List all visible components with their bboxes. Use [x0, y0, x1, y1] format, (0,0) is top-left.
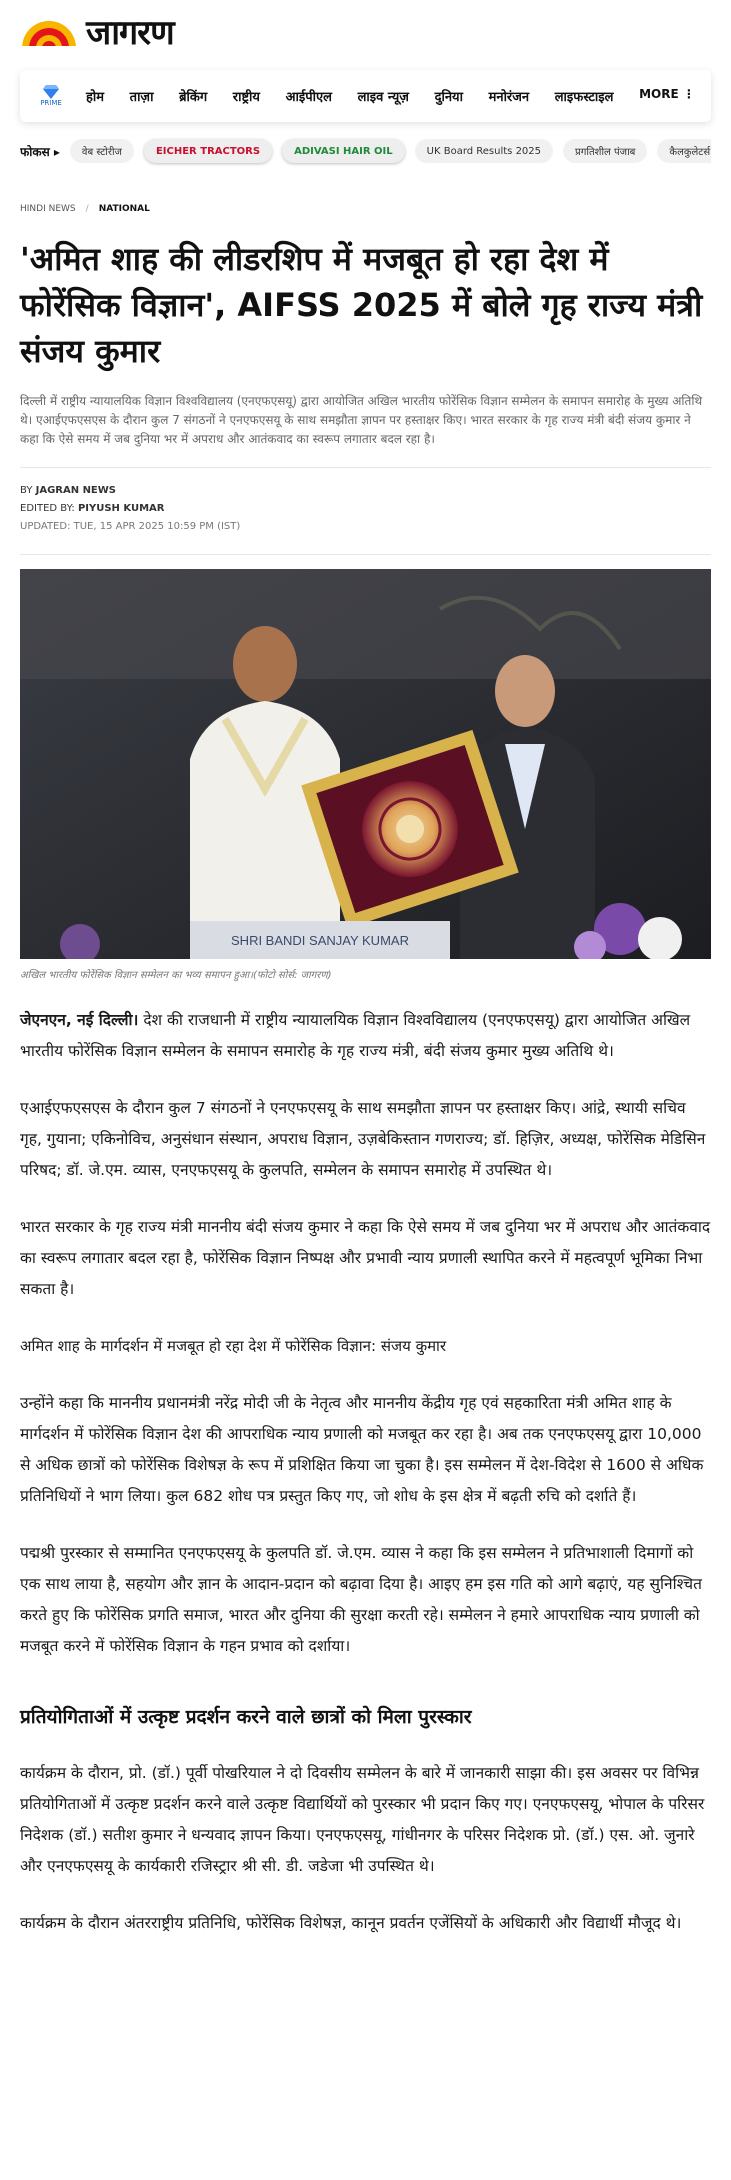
logo-text: जागरण	[86, 13, 174, 53]
diamond-icon	[43, 85, 59, 99]
divider	[20, 467, 711, 468]
main-nav	[20, 70, 711, 122]
site-header	[20, 0, 711, 62]
article-summary: दिल्ली में राष्ट्रीय न्यायालयिक विज्ञान विश्वविद्यालय (एनएफएसयू) द्वारा आयोजित अखिल भारतीय फोरेंसिक विज्ञान सम्मेलन के समापन समारोह के मुख्य अतिथि थे। एआईएफएसएस के दौरान कुल 7 संगठनों ने एनएफएसयू के साथ समझौता ज्ञापन पर हस्ताक्षर किए। भारत सरकार के गृह राज्य मंत्री बंदी संजय कुमार ने कहा कि ऐसे समय में जब दुनिया भर में अपराध और आतंकवाद का स्वरूप लगातार बदल रहा है।	[20, 394, 703, 446]
editor-line	[20, 500, 711, 518]
paragraph-1-text: देश की राजधानी में राष्ट्रीय न्यायालयिक विज्ञान विश्वविद्यालय (एनएफएसयू) द्वारा आयोजित अखिल भारतीय फोरेंसिक विज्ञान सम्मेलन के समापन समारोह के गृह राज्य मंत्री, बंदी संजय कुमार मुख्य अतिथि थे।	[20, 1011, 691, 1060]
edited-prefix: EDITED BY:	[20, 503, 75, 514]
nav-items	[82, 87, 699, 105]
breadcrumb-separator: /	[85, 204, 89, 214]
nav-item-national[interactable]: राष्ट्रीय	[232, 90, 260, 105]
paragraph-8: कार्यक्रम के दौरान अंतरराष्ट्रीय प्रतिनिधि, फोरेंसिक विशेषज्ञ, कानून प्रवर्तन एजेंसियों के अधिकारी और विद्यार्थी मौजूद थे।	[20, 1914, 682, 1932]
article-hero-image	[20, 569, 711, 959]
focus-pill-punjab[interactable]: प्रगतिशील पंजाब	[563, 139, 647, 163]
focus-bar	[20, 134, 711, 168]
paragraph-6: पद्मश्री पुरस्कार से सम्मानित एनएफएसयू के कुलपति डॉ. जे.एम. व्यास ने कहा कि इस सम्मेलन ने प्रतिभाशाली दिमागों को एक साथ लाया है, सहयोग और ज्ञान के आदान-प्रदान को बढ़ावा दिया है। आइए हम इस गति को आगे बढ़ाएं, यह सुनिश्चित करते हुए कि फोरेंसिक प्रगति समाज, भारत और दुनिया की सुरक्षा करती रहे। सम्मेलन ने हमारे आपराधिक न्याय प्रणाली को मजबूत करने में फोरेंसिक विज्ञान के गहन प्रभाव को दर्शाया।	[20, 1544, 702, 1655]
paragraph-7: कार्यक्रम के दौरान, प्रो. (डॉ.) पूर्वी पोखरियाल ने दो दिवसीय सम्मेलन के बारे में जानकारी साझा की। इस अवसर पर विभिन्न प्रतियोगिताओं में उत्कृष्ट प्रदर्शन करने वाले उत्कृष्ट विद्यार्थियों को पुरस्कार भी प्रदान किए गए। एनएफएसयू, भोपाल के परिसर निदेशक (डॉ.) सतीश कुमार ने धन्यवाद ज्ञापन किया। एनएफएसयू, गांधीनगर के परिसर निदेशक प्रो. (डॉ.) एस. ओ. जुनारे और एनएफएसयू के कार्यकारी रजिस्ट्रार श्री सी. डी. जडेजा भी उपस्थित थे।	[20, 1764, 705, 1875]
nav-item-world[interactable]: दुनिया	[434, 90, 463, 105]
hero-illustration	[20, 569, 711, 959]
nav-item-live-news[interactable]: लाइव न्यूज़	[357, 90, 409, 105]
author-line	[20, 482, 711, 500]
nav-item-lifestyle[interactable]: लाइफस्टाइल	[554, 90, 614, 105]
by-prefix: BY	[20, 485, 33, 496]
paragraph-4: अमित शाह के मार्गदर्शन में मजबूत हो रहा देश में फोरेंसिक विज्ञान: संजय कुमार	[20, 1337, 447, 1355]
jagran-logo[interactable]	[20, 8, 174, 54]
section-heading: प्रतियोगिताओं में उत्कृष्ट प्रदर्शन करने वाले छात्रों को मिला पुरस्कार	[20, 1706, 472, 1728]
hero-nameplate-text: SHRI BANDI SANJAY KUMAR	[231, 933, 409, 948]
more-menu-button[interactable]: MORE ⋮	[639, 87, 695, 101]
article-body	[20, 1005, 711, 1939]
paragraph-2: एआईएफएसएस के दौरान कुल 7 संगठनों ने एनएफएसयू के साथ समझौता ज्ञापन पर हस्ताक्षर किए। आंद्रे, स्थायी सचिव गृह, गुयाना; एकिनोविच, अनुसंधान संस्थान, अपराध विज्ञान, उज़बेकिस्तान गणराज्य; डॉ. हिज़िर, अध्यक्ष, फोरेंसिक मेडिसिन परिषद; डॉ. जे.एम. व्यास, एनएफएसयू के कुलपति, सम्मेलन के समापन समारोह में उपस्थित थे।	[20, 1099, 706, 1179]
nav-item-home[interactable]: होम	[86, 90, 105, 105]
focus-pill-calculators[interactable]: कैलकुलेटर्स	[657, 139, 711, 163]
sun-logo-icon	[20, 16, 78, 46]
focus-pill-uk-board[interactable]: UK Board Results 2025	[415, 139, 553, 163]
nav-item-breaking[interactable]: ब्रेकिंग	[179, 90, 208, 105]
editor-name[interactable]: PIYUSH KUMAR	[77, 503, 165, 514]
focus-pill-adivasi[interactable]: ADIVASI HAIR OIL	[282, 139, 405, 163]
nav-item-ipl[interactable]: आईपीएल	[285, 90, 332, 105]
updated-timestamp: UPDATED: TUE, 15 APR 2025 10:59 PM (IST)	[20, 521, 241, 532]
paragraph-5: उन्होंने कहा कि माननीय प्रधानमंत्री नरेंद्र मोदी जी के नेतृत्व और माननीय केंद्रीय गृह एवं सहकारिता मंत्री अमित शाह के मार्गदर्शन में फोरेंसिक विज्ञान देश की आपराधिक न्याय प्रणाली को मजबूत कर रहा है। अब तक एनएफएसयू द्वारा 10,000 से अधिक छात्रों को फोरेंसिक विशेषज्ञ के रूप में प्रशिक्षित किया जा चुका है। इस सम्मेलन में देश-विदेश से 1600 से अधिक प्रतिनिधियों ने भाग लिया। कुल 682 शोध पत्र प्रस्तुत किए गए, जो शोध के इस क्षेत्र में बढ़ती रुचि को दर्शाते हैं।	[20, 1394, 704, 1505]
divider	[20, 554, 711, 555]
breadcrumb-current[interactable]: NATIONAL	[98, 204, 150, 214]
paragraph-1	[20, 1005, 711, 1067]
breadcrumb-home[interactable]: HINDI NEWS	[20, 204, 76, 214]
image-caption: अखिल भारतीय फोरेंसिक विज्ञान सम्मेलन का भव्य समापन हुआ।(फोटो सोर्स: जागरण)	[20, 970, 332, 981]
prime-label: PRIME	[40, 99, 62, 107]
breadcrumb	[20, 204, 711, 214]
author-name[interactable]: JAGRAN NEWS	[35, 485, 116, 496]
nav-item-latest[interactable]: ताज़ा	[129, 90, 154, 105]
focus-pill-web-stories[interactable]: वेब स्टोरीज	[70, 139, 134, 163]
focus-label: फोकस ▸	[20, 144, 60, 159]
dateline: जेएनएन, नई दिल्ली।	[20, 1011, 139, 1029]
prime-link[interactable]	[32, 85, 70, 107]
focus-pill-eicher[interactable]: EICHER TRACTORS	[144, 139, 272, 163]
paragraph-3: भारत सरकार के गृह राज्य मंत्री माननीय बंदी संजय कुमार ने कहा कि ऐसे समय में जब दुनिया भर में अपराध और आतंकवाद का स्वरूप लगातार बदल रहा है, फोरेंसिक विज्ञान निष्पक्ष और प्रभावी न्याय प्रणाली स्थापित करने में महत्वपूर्ण भूमिका निभा सकता है।	[20, 1218, 711, 1298]
byline	[20, 482, 711, 536]
article-title: 'अमित शाह की लीडरशिप में मजबूत हो रहा देश में फोरेंसिक विज्ञान', AIFSS 2025 में बोले गृह राज्य मंत्री संजय कुमार	[20, 240, 703, 370]
nav-item-entertainment[interactable]: मनोरंजन	[488, 90, 530, 105]
